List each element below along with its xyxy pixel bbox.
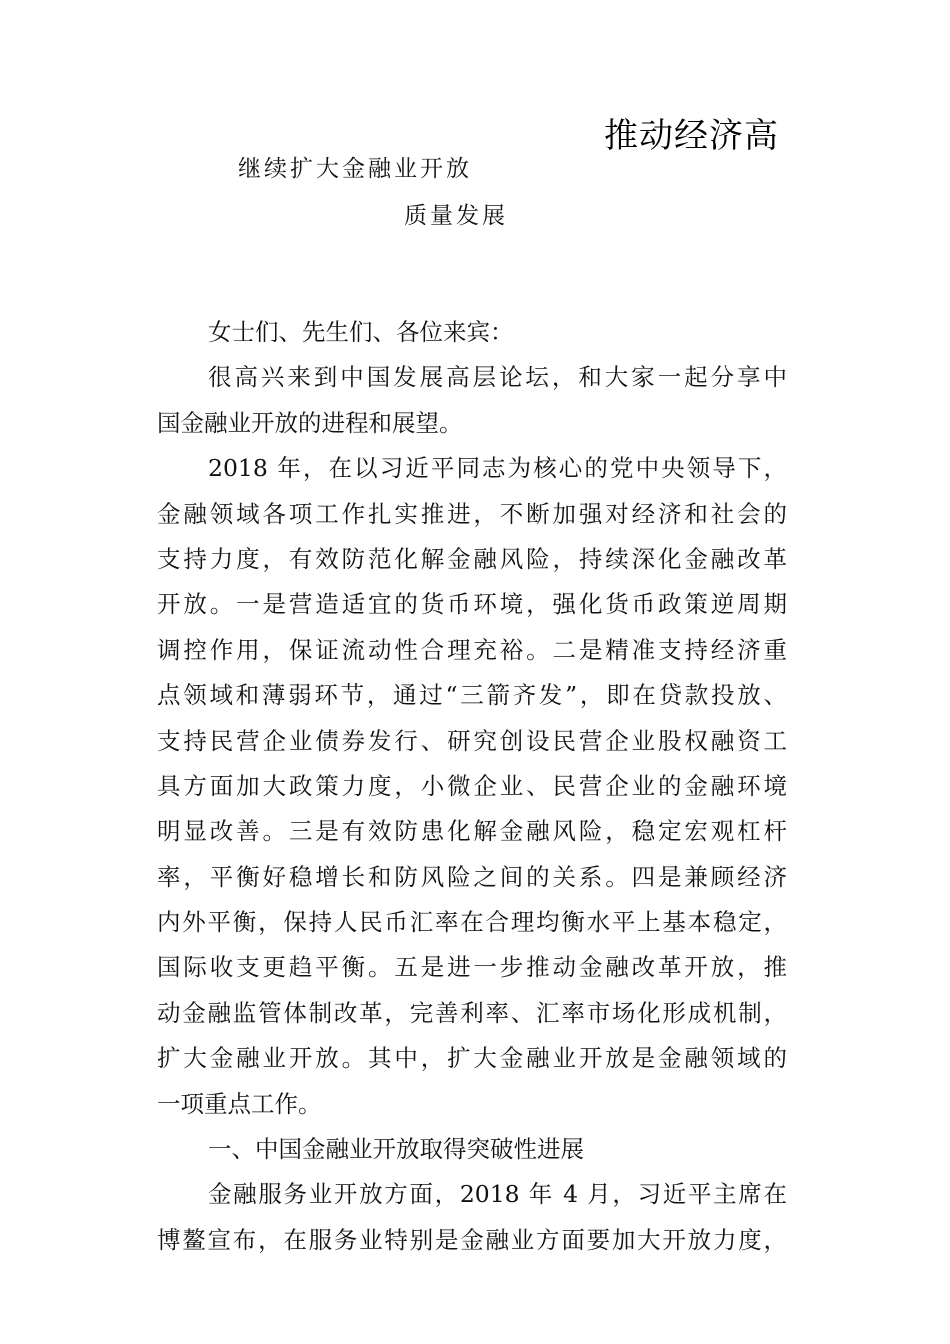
body-line: 金融服务业开放方面，2018 年 4 月，习近平主席在: [208, 1180, 787, 1209]
body-line: 明显改善。三是有效防患化解金融风险，稳定宏观杠杆: [157, 817, 787, 846]
body-line: 2018 年，在以习近平同志为核心的党中央领导下，: [208, 454, 787, 483]
body-line: 调控作用，保证流动性合理充裕。二是精准支持经济重: [157, 635, 787, 664]
body-line: 很高兴来到中国发展高层论坛，和大家一起分享中: [208, 363, 787, 392]
body-line: 动金融监管体制改革，完善利率、汇率市场化形成机制，: [157, 998, 787, 1027]
document-subtitle: 继续扩大金融业开放: [238, 156, 472, 182]
salutation-line: 女士们、先生们、各位来宾：: [208, 318, 514, 346]
body-line: 博鳌宣布，在服务业特别是金融业方面要加大开放力度，: [157, 1225, 787, 1254]
body-line: 金融领域各项工作扎实推进，不断加强对经济和社会的: [157, 499, 787, 528]
body-line: 扩大金融业开放。其中，扩大金融业开放是金融领域的: [157, 1044, 787, 1073]
body-line: 具方面加大政策力度，小微企业、民营企业的金融环境: [157, 771, 787, 800]
body-line: 一项重点工作。: [157, 1089, 322, 1118]
body-line: 率，平衡好稳增长和防风险之间的关系。四是兼顾经济: [157, 862, 787, 891]
body-line: 内外平衡，保持人民币汇率在合理均衡水平上基本稳定，: [157, 908, 787, 937]
body-line: 开放。一是营造适宜的货币环境，强化货币政策逆周期: [157, 590, 787, 619]
body-line: 国金融业开放的进程和展望。: [157, 408, 463, 437]
body-line: 支持力度，有效防范化解金融风险，持续深化金融改革: [157, 544, 787, 573]
document-body: [157, 310, 787, 1263]
section-heading: 一、中国金融业开放取得突破性进展: [208, 1135, 584, 1164]
document-subtitle-continued: 质量发展: [404, 203, 508, 229]
body-line: 国际收支更趋平衡。五是进一步推动金融改革开放，推: [157, 953, 787, 982]
document-title: 推动经济高: [604, 116, 779, 156]
body-line: 点领域和薄弱环节，通过“三箭齐发”，即在贷款投放、: [157, 681, 787, 710]
body-line: 支持民营企业债券发行、研究创设民营企业股权融资工: [157, 726, 787, 755]
